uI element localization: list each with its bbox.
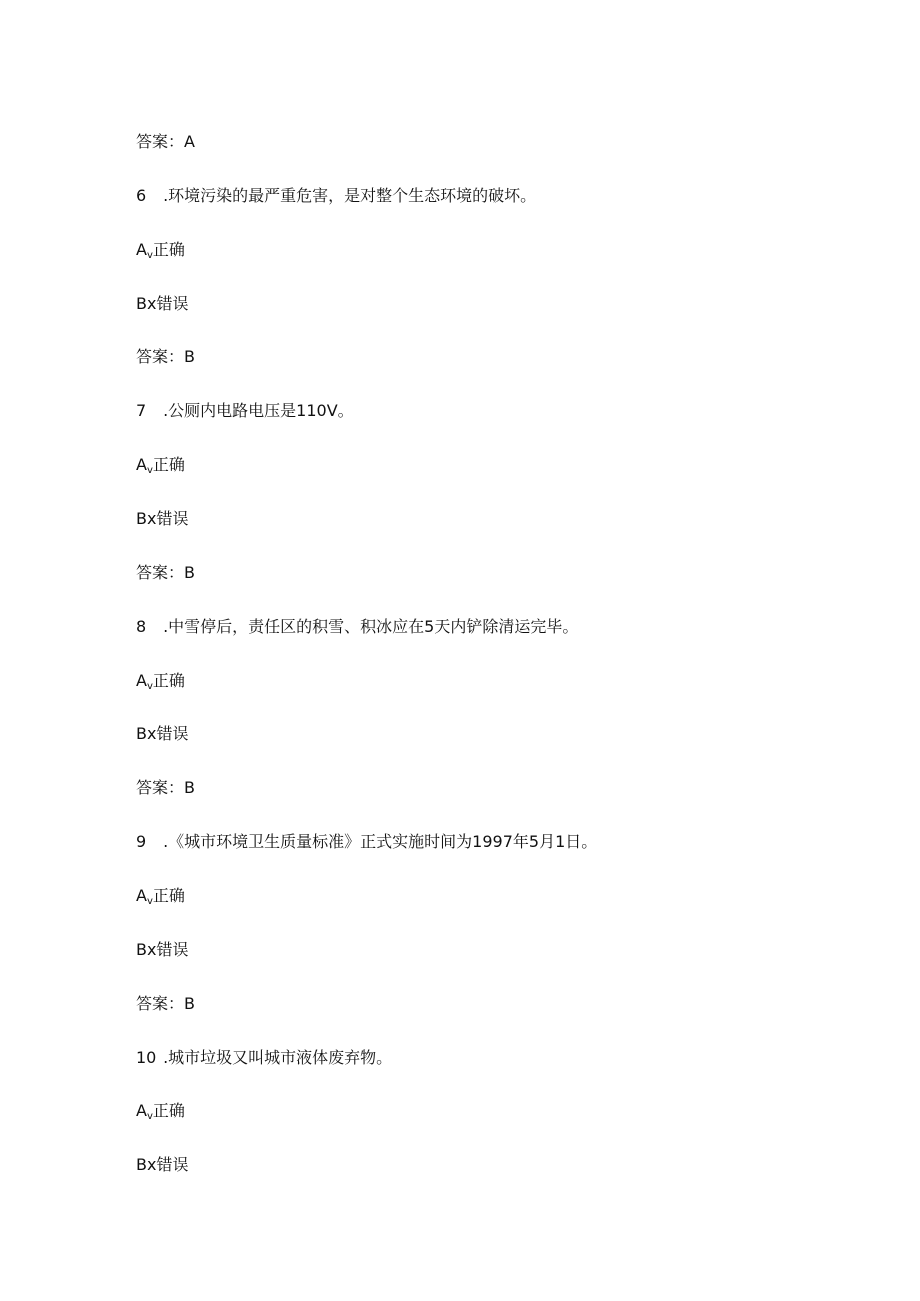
answer-text: 答案：A (136, 132, 195, 151)
option-text: 正确 (152, 886, 185, 905)
option-text: 正确 (152, 671, 185, 690)
option-letter: B (136, 940, 147, 959)
option-letter: A (136, 240, 147, 259)
question-number: 7 (136, 401, 147, 420)
option-letter: B (136, 294, 147, 313)
question-text: .环境污染的最严重危害，是对整个生态环境的破坏。 (163, 186, 537, 205)
question-number: 10 (136, 1048, 157, 1067)
answer-text: 答案：B (136, 563, 195, 582)
answer-line (136, 132, 195, 152)
option-line (136, 1101, 185, 1127)
option-text: 错误 (156, 1155, 189, 1174)
option-text: 错误 (156, 940, 189, 959)
option-mark: v (146, 250, 153, 261)
option-line (136, 1155, 188, 1175)
option-letter: A (136, 1101, 147, 1120)
option-letter: B (136, 1155, 147, 1174)
question-number: 9 (136, 832, 147, 851)
option-mark: x (146, 294, 157, 313)
question-line (136, 617, 578, 637)
option-mark: x (146, 1155, 157, 1174)
option-line (136, 509, 188, 529)
answer-text: 答案：B (136, 994, 195, 1013)
question-text: .城市垃圾又叫城市液体废弃物。 (163, 1048, 393, 1067)
option-letter: B (136, 724, 147, 743)
option-mark: x (146, 940, 157, 959)
option-text: 错误 (156, 294, 189, 313)
question-number: 8 (136, 617, 147, 636)
option-text: 错误 (156, 509, 189, 528)
option-line (136, 671, 185, 697)
option-letter: A (136, 671, 147, 690)
question-number: 6 (136, 186, 147, 205)
option-line (136, 886, 185, 912)
question-line (136, 186, 536, 206)
question-line (136, 832, 597, 852)
option-mark: v (146, 681, 153, 692)
question-line (136, 1048, 392, 1068)
option-text: 正确 (152, 1101, 185, 1120)
answer-line (136, 994, 195, 1014)
option-mark: v (146, 896, 153, 907)
answer-line (136, 347, 195, 367)
option-mark: v (146, 1111, 153, 1122)
question-text: .《城市环境卫生质量标准》正式实施时间为1997年5月1日。 (163, 832, 598, 851)
option-line (136, 724, 188, 744)
option-letter: A (136, 455, 147, 474)
option-mark: x (146, 724, 157, 743)
option-mark: x (146, 509, 157, 528)
question-text: .公厕内电路电压是110V。 (163, 401, 354, 420)
option-text: 正确 (152, 240, 185, 259)
answer-line (136, 563, 195, 583)
option-text: 正确 (152, 455, 185, 474)
option-line (136, 455, 185, 481)
option-line (136, 940, 188, 960)
option-text: 错误 (156, 724, 189, 743)
option-letter: B (136, 509, 147, 528)
answer-line (136, 778, 195, 798)
option-line (136, 240, 185, 266)
answer-text: 答案：B (136, 347, 195, 366)
option-letter: A (136, 886, 147, 905)
option-line (136, 294, 188, 314)
question-line (136, 401, 354, 421)
answer-text: 答案：B (136, 778, 195, 797)
option-mark: v (146, 465, 153, 476)
question-text: .中雪停后，责任区的积雪、积冰应在5天内铲除清运完毕。 (163, 617, 579, 636)
